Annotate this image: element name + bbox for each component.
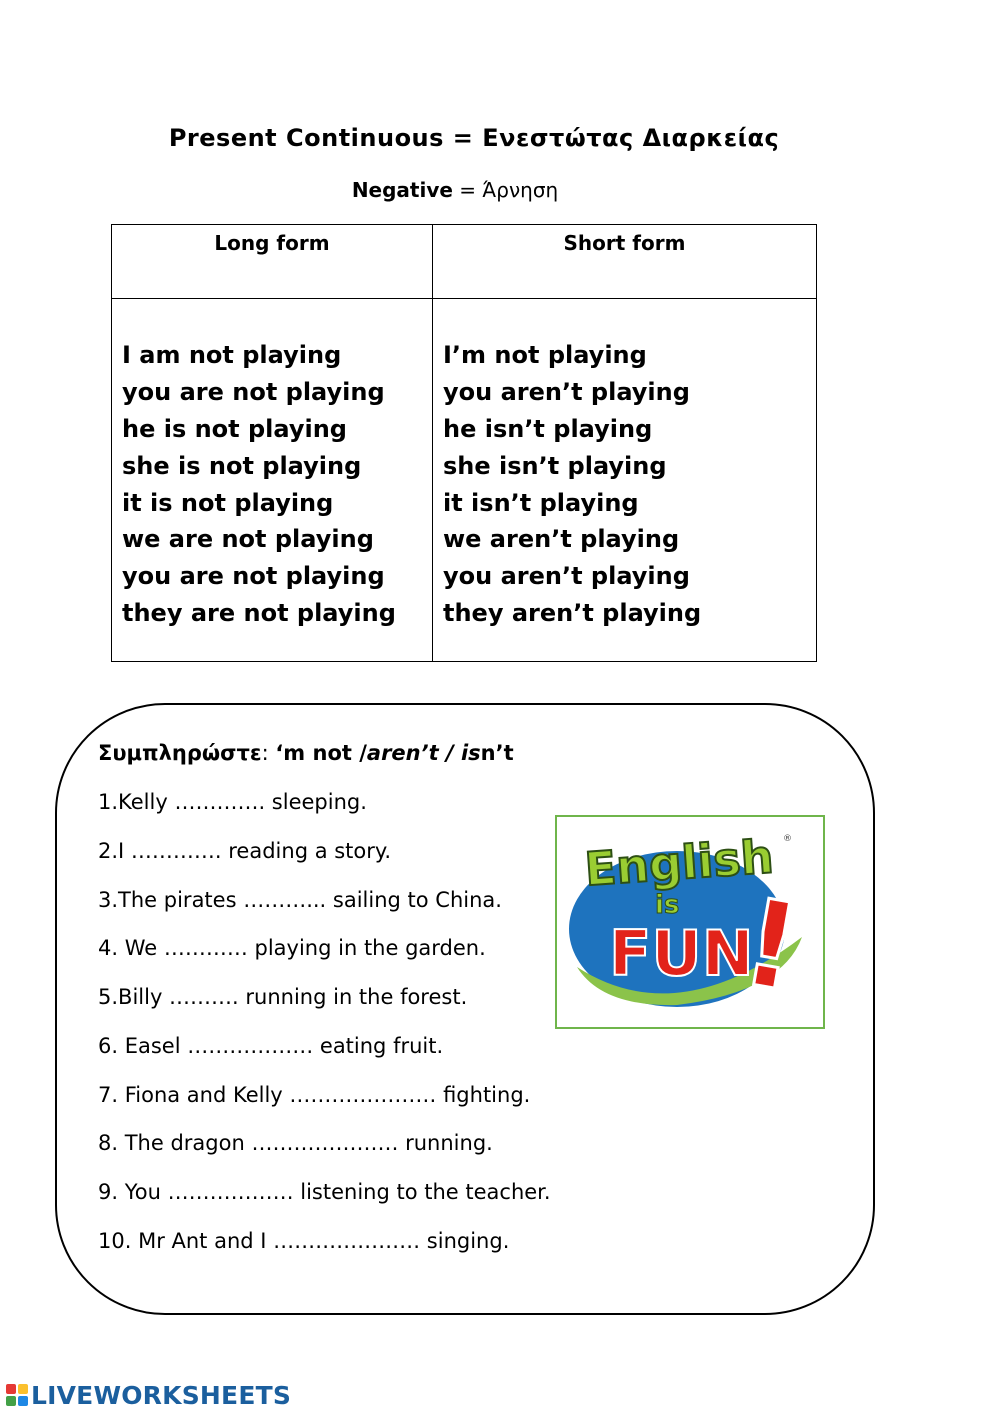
long-form-line: she is not playing bbox=[122, 451, 362, 480]
short-form-line: they aren’t playing bbox=[443, 599, 702, 628]
long-form-line: they are not playing bbox=[122, 599, 396, 628]
exercise-item: 8. The dragon ………………… running. bbox=[98, 1131, 493, 1155]
subtitle-rest: = Άρνηση bbox=[452, 178, 559, 202]
exercise-item: 9. You ……………… listening to the teacher. bbox=[98, 1180, 551, 1204]
short-form-line: you aren’t playing bbox=[443, 377, 690, 406]
long-form-line: we are not playing bbox=[122, 525, 374, 554]
exercise-item: 3.The pirates ………... sailing to China. bbox=[98, 888, 502, 912]
option-m-not: ‘m not / bbox=[275, 741, 367, 765]
logo-word-is: is bbox=[655, 890, 680, 920]
exercise-item: 1.Kelly …………. sleeping. bbox=[98, 790, 367, 814]
long-form-line: you are not playing bbox=[122, 377, 385, 406]
option-is: is bbox=[460, 741, 481, 765]
short-form-line: we aren’t playing bbox=[443, 525, 680, 554]
short-form-line: he isn’t playing bbox=[443, 414, 653, 443]
page-subtitle bbox=[0, 178, 910, 202]
long-form-cell bbox=[112, 299, 433, 662]
logo-word-english: English bbox=[583, 829, 776, 897]
header-short-form: Short form bbox=[433, 225, 817, 299]
exercise-item: 6. Easel ……………… eating fruit. bbox=[98, 1034, 444, 1058]
short-form-line: she isn’t playing bbox=[443, 451, 667, 480]
logo-exclamation: ! bbox=[732, 873, 811, 1020]
liveworksheets-icon bbox=[6, 1384, 28, 1406]
header-long-form: Long form bbox=[112, 225, 433, 299]
exercise-instruction bbox=[98, 741, 514, 765]
instruction-label: Συμπληρώστε bbox=[98, 741, 262, 765]
exercise-item: 5.Billy ………. running in the forest. bbox=[98, 985, 468, 1009]
exercise-item: 10. Mr Ant and I ………………… singing. bbox=[98, 1229, 510, 1253]
long-form-line: it is not playing bbox=[122, 488, 334, 517]
short-form-line: I’m not playing bbox=[443, 341, 647, 369]
english-is-fun-logo bbox=[555, 815, 825, 1029]
exercise-item: 4. We ………… playing in the garden. bbox=[98, 936, 486, 960]
long-form-line: he is not playing bbox=[122, 414, 347, 443]
short-form-cell bbox=[433, 299, 817, 662]
short-form-line: you aren’t playing bbox=[443, 562, 690, 591]
long-form-line: I am not playing bbox=[122, 341, 342, 369]
logo-image bbox=[557, 817, 823, 1027]
logo-trademark: ® bbox=[783, 834, 792, 844]
footer-brand[interactable] bbox=[6, 1381, 291, 1409]
instruction-colon: : bbox=[261, 741, 276, 765]
footer-brand-text: LIVEWORKSHEETS bbox=[31, 1380, 292, 1410]
conjugation-table bbox=[111, 224, 817, 662]
subtitle-bold: Negative bbox=[351, 178, 453, 202]
option-nt: n’t bbox=[480, 741, 514, 765]
logo-word-fun: FUN bbox=[609, 917, 754, 990]
option-arent: aren’t / bbox=[366, 741, 461, 765]
page-title: Present Continuous = Ενεστώτας Διαρκείας bbox=[168, 124, 780, 152]
exercise-item: 2.I …………. reading a story. bbox=[98, 839, 392, 863]
short-form-line: it isn’t playing bbox=[443, 488, 639, 517]
long-form-line: you are not playing bbox=[122, 562, 385, 591]
exercise-item: 7. Fiona and Kelly ………………… fighting. bbox=[98, 1083, 531, 1107]
